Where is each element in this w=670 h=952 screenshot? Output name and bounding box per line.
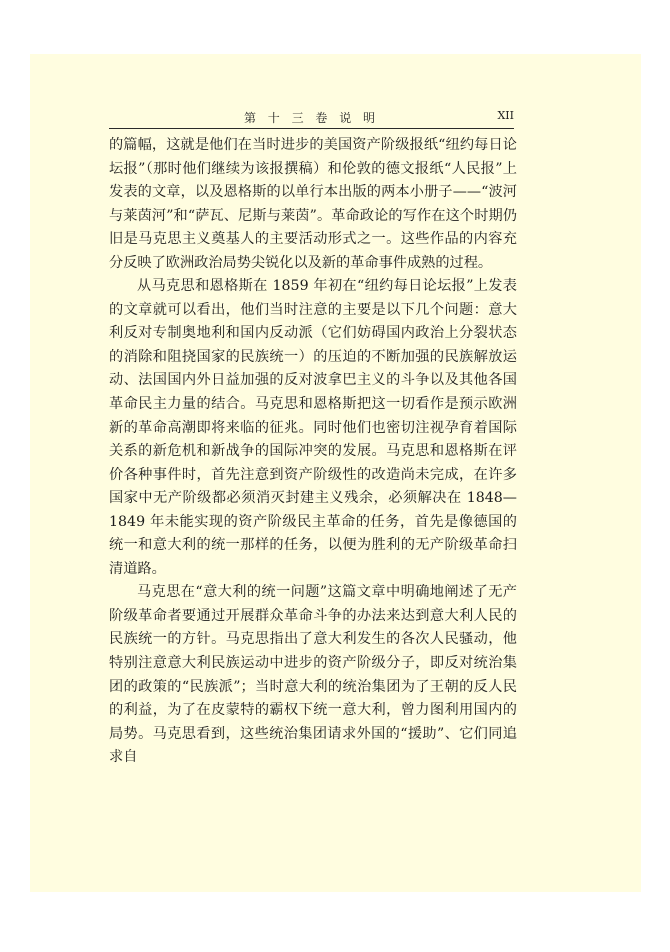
- paragraph: 的篇幅，这就是他们在当时进步的美国资产阶级报纸“纽约每日论坛报”（那时他们继续为该报撰稿）和伦敦的德文报纸“人民报”上发表的文章，以及恩格斯的以单行本出版的两本小册子——“波河与莱茵河”和“萨瓦、尼斯与莱茵”。革命政论的写作在这个时期仍旧是马克思主义奠基人的主要活动形式之一。这些作品的内容充分反映了欧洲政治局势尖锐化以及新的革命事件成熟的过程。: [109, 137, 517, 271]
- chapter-title: 第 十 三 卷 说 明: [243, 111, 380, 125]
- paragraph: 马克思在“意大利的统一问题”这篇文章中明确地阐述了无产阶级革命者要通过开展群众革命斗争的办法来达到意大利人民的民族统一的方针。马克思指出了意大利发生的各次人民骚动，他特别注意意大利民族运动中进步的资产阶级分子，即反对统治集团的政策的“民族派”；当时意大利的统治集团为了王朝的反人民的利益，为了在皮蒙特的霸权下统一意大利，曾力图利用国内的局势。马克思看到，这些统治集团请求外国的“援助”、它们同追求自: [109, 584, 517, 766]
- running-header: [109, 106, 514, 129]
- page-number: XII: [497, 109, 514, 122]
- paragraph: 从马克思和恩格斯在 1859 年初在“纽约每日论坛报”上发表的文章就可以看出，他们当时注意的主要是以下几个问题：意大利反对专制奥地利和国内反动派（它们妨碍国内政治上分裂状态的消除和阻挠国家的民族统一）的压迫的不断加强的民族解放运动、法国国内外日益加强的反对波拿巴主义的斗争以及其他各国革命民主力量的结合。马克思和恩格斯把这一切看作是预示欧洲新的革命高潮即将来临的征兆。同时他们也密切注视孕育着国际关系的新危机和新战争的国际冲突的发展。马克思和恩格斯在评价各种事件时，首先注意到资产阶级性的改造尚未完成，在许多国家中无产阶级都必须消灭封建主义残余，必须解决在 1848—1849 年未能实现的资产阶级民主革命的任务，首先是像德国的统一和意大利的统一那样的任务，以便为胜利的无产阶级革命扫清道路。: [109, 278, 517, 577]
- body-text: [109, 134, 517, 770]
